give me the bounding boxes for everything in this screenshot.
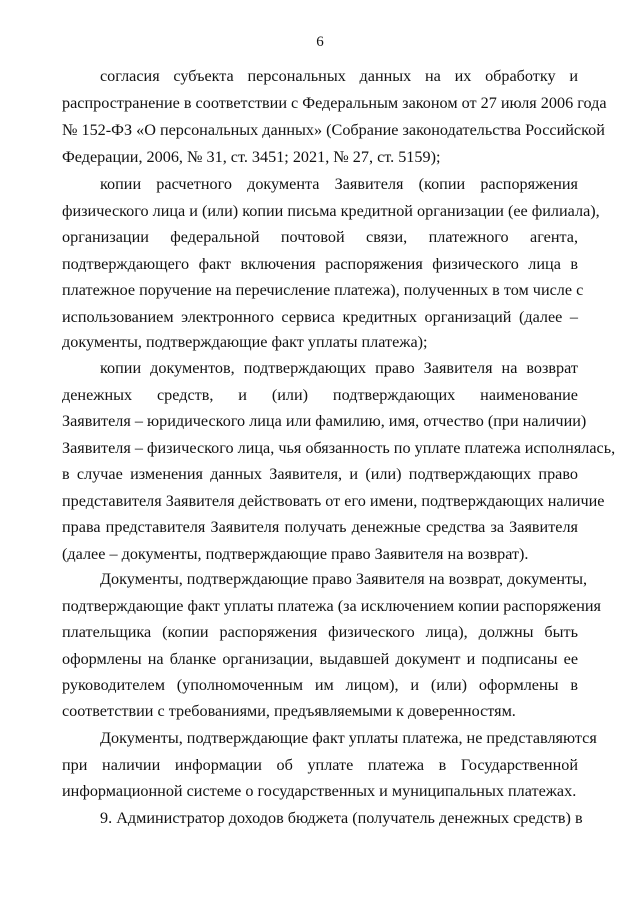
text-line: согласия субъекта персональных данных на их обработку и [100,67,578,85]
text-line: физического лица и (или) копии письма кредитной организации (ее филиала), [62,202,600,220]
text-line: оформлены на бланке организации, выдавшей документ и подписаны ее [62,650,578,668]
text-line: копии расчетного документа Заявителя (копии распоряжения [100,175,578,193]
text-line: информационной системе о государственных и муниципальных платежах. [62,782,577,800]
text-line: при наличии информации об уплате платежа в Государственной [62,756,578,774]
text-line: платежное поручение на перечисление платежа), полученных в том числе с [62,281,584,299]
text-line: Документы, подтверждающие право Заявителя на возврат, документы, [100,570,588,588]
text-line: права представителя Заявителя получать денежные средства за Заявителя [62,518,578,536]
text-line: копии документов, подтверждающих право Заявителя на возврат [100,359,578,377]
text-line: Заявителя – юридического лица или фамилию, имя, отчество (при наличии) [62,412,587,430]
text-line: подтверждающие факт уплаты платежа (за исключением копии распоряжения [62,597,601,615]
text-line: руководителем (уполномоченным им лицом), и (или) оформлены в [62,676,578,694]
text-line: представителя Заявителя действовать от его имени, подтверждающих наличие [62,492,605,510]
text-line: плательщика (копии распоряжения физического лица), должны быть [62,623,578,641]
text-line: документы, подтверждающие факт уплаты платежа); [62,333,428,351]
text-line: использованием электронного сервиса кредитных организаций (далее – [62,308,578,326]
text-line: 9. Администратор доходов бюджета (получатель денежных средств) в [100,809,583,827]
text-line: Документы, подтверждающие факт уплаты платежа, не представляются [100,729,597,747]
text-line: № 152-ФЗ «О персональных данных» (Собрание законодательства Российской [62,121,605,139]
text-line: Федерации, 2006, № 31, ст. 3451; 2021, № 27, ст. 5159); [62,148,441,166]
text-line: соответствии с требованиями, предъявляемыми к доверенностям. [62,702,516,720]
text-line: подтверждающего факт включения распоряжения физического лица в [62,255,578,273]
page-number: 6 [316,34,324,50]
text-line: организации федеральной почтовой связи, платежного агента, [62,228,578,246]
text-line: в случае изменения данных Заявителя, и (или) подтверждающих право [62,465,578,483]
text-line: денежных средств, и (или) подтверждающих наименование [62,386,578,404]
text-line: Заявителя – физического лица, чья обязанность по уплате платежа исполнялась, [62,439,616,457]
text-line: (далее – документы, подтверждающие право Заявителя на возврат). [62,545,529,563]
text-line: распространение в соответствии с Федеральным законом от 27 июля 2006 года [62,94,607,112]
